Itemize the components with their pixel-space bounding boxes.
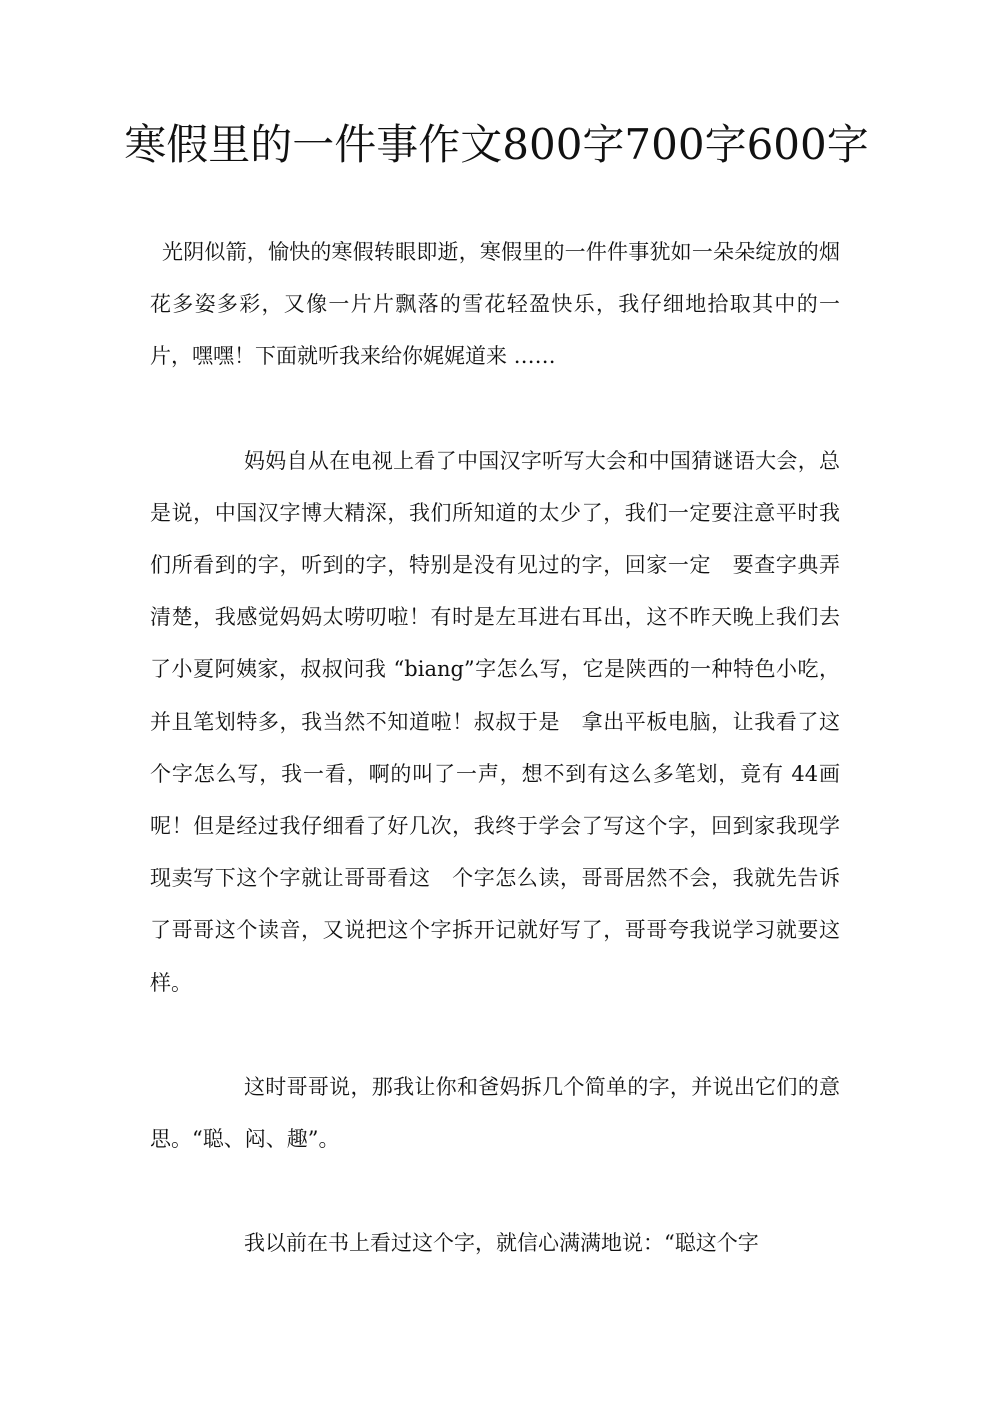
paragraph-spacer	[150, 1165, 840, 1217]
paragraph-intro: 光阴似箭，愉快的寒假转眼即逝，寒假里的一件件事犹如一朵朵绽放的烟花多姿多彩，又像一片片飘落的雪花轻盈快乐，我仔细地拾取其中的一片，嘿嘿！下面就听我来给你娓娓道来 ……	[150, 240, 840, 369]
paragraph-answer: 我以前在书上看过这个字，就信心满满地说：“聪这个字	[244, 1231, 759, 1256]
document-title: 寒假里的一件事作文800字700字600字	[124, 120, 869, 169]
paragraph-spacer	[150, 1009, 840, 1061]
paragraph-spacer	[150, 383, 840, 435]
document-body	[150, 226, 840, 1269]
paragraph-story: 妈妈自从在电视上看了中国汉字听写大会和中国猜谜语大会，总是说，中国汉字博大精深，我们所知道的太少了，我们一定要注意平时我们所看到的字，听到的字，特别是没有见过的字，回家一定 要查字典弄清楚，我感觉妈妈太唠叨啦！有时是左耳进右耳出，这不昨天晚上我们去了小夏阿姨家，叔叔问我 “biang”字怎么写，它是陕西的一种特色小吃，并且笔划特多，我当然不知道啦！叔叔于是 拿出平板电脑，让我看了这个字怎么写，我一看，啊的叫了一声，想不到有这么多笔划，竟有 44画呢！但是经过我仔细看了好几次，我终于学会了写这个字，回到家我现学现卖写下这个字就让哥哥看这 个字怎么读，哥哥居然不会，我就先告诉了哥哥这个读音，又说把这个字拆开记就好写了，哥哥夸我说学习就要这样。	[150, 448, 840, 995]
paragraph-brother: 这时哥哥说，那我让你和爸妈拆几个简单的字，并说出它们的意思。“聪、闷、趣”。	[150, 1074, 840, 1152]
